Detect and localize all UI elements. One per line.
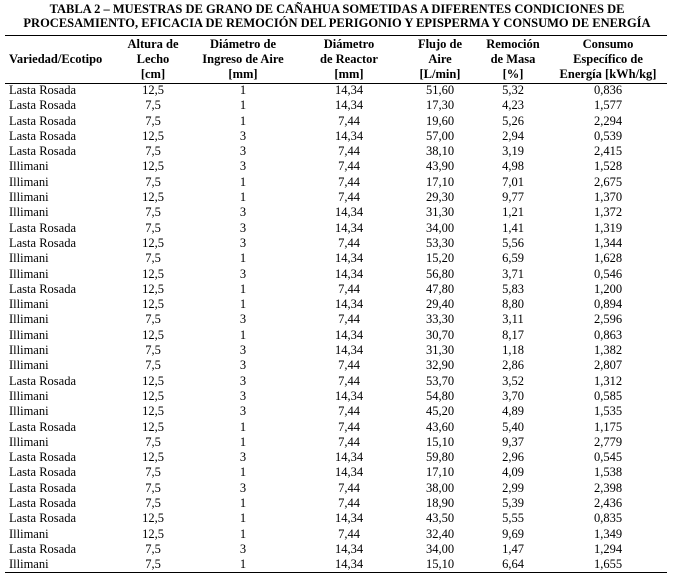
cell-remocion: 3,52: [502, 373, 524, 388]
header-variedad: [5, 35, 115, 83]
cell-diametro-reactor: 14,34: [334, 128, 364, 143]
header-text: Flujo de: [417, 36, 463, 51]
cell-consumo: 0,545: [593, 450, 623, 465]
cell-remocion: 9,69: [502, 526, 524, 541]
cell-diametro-ingreso: 1: [239, 297, 247, 312]
cell-remocion: 1,47: [502, 541, 524, 556]
header-remocion: [477, 35, 549, 83]
cell-altura: 7,5: [145, 557, 161, 572]
cell-diametro-ingreso: 1: [239, 251, 247, 266]
cell-flujo: 53,30: [425, 235, 455, 250]
cell-consumo: 1,528: [593, 159, 623, 174]
cell-altura: 7,5: [145, 496, 161, 511]
cell-diametro-reactor: 7,44: [338, 496, 360, 511]
cell-flujo: 19,60: [425, 113, 455, 128]
cell-consumo: 1,349: [593, 526, 623, 541]
cell-diametro-reactor: 7,44: [338, 404, 360, 419]
table-row: [5, 190, 667, 205]
cell-altura: 7,5: [145, 358, 161, 373]
cell-diametro-reactor: 7,44: [338, 526, 360, 541]
cell-altura: 7,5: [145, 144, 161, 159]
header-flujo: [403, 35, 477, 83]
cell-altura: 12,5: [142, 450, 164, 465]
cell-remocion: 3,19: [502, 144, 524, 159]
cell-variedad: Illimani: [9, 526, 49, 541]
cell-diametro-ingreso: 1: [239, 511, 247, 526]
cell-diametro-ingreso: 3: [239, 404, 247, 419]
table-row: [5, 236, 667, 251]
cell-diametro-reactor: 7,44: [338, 190, 360, 205]
cell-consumo: 1,372: [593, 205, 623, 220]
cell-remocion: 8,17: [502, 327, 524, 342]
cell-altura: 7,5: [145, 251, 161, 266]
cell-diametro-ingreso: 3: [239, 128, 247, 143]
cell-variedad: Lasta Rosada: [9, 113, 76, 128]
cell-altura: 7,5: [145, 434, 161, 449]
table-row: [5, 557, 667, 572]
header-text: [%]: [502, 66, 524, 81]
cell-variedad: Illimani: [9, 557, 49, 572]
cell-variedad: Lasta Rosada: [9, 465, 76, 480]
header-text: de Reactor: [320, 51, 378, 66]
cell-altura: 7,5: [145, 343, 161, 358]
cell-diametro-reactor: 14,34: [334, 327, 364, 342]
cell-variedad: Illimani: [9, 343, 49, 358]
cell-consumo: 1,628: [593, 251, 623, 266]
cell-diametro-reactor: 14,34: [334, 450, 364, 465]
cell-diametro-ingreso: 1: [239, 190, 247, 205]
cell-consumo: 2,294: [593, 113, 623, 128]
cell-remocion: 3,71: [502, 266, 524, 281]
table-row: [5, 465, 667, 480]
table-row: [5, 511, 667, 526]
cell-variedad: Lasta Rosada: [9, 83, 76, 97]
cell-altura: 7,5: [145, 480, 161, 495]
cell-altura: 12,5: [142, 297, 164, 312]
header-text: Específico de: [573, 51, 643, 66]
cell-altura: 12,5: [142, 419, 164, 434]
cell-consumo: 1,535: [593, 404, 623, 419]
header-text: [mm]: [228, 66, 258, 81]
cell-diametro-ingreso: 3: [239, 480, 247, 495]
cell-remocion: 6,59: [502, 251, 524, 266]
cell-flujo: 38,00: [425, 480, 455, 495]
table-row: [5, 297, 667, 312]
header-row: [5, 35, 667, 83]
cell-diametro-ingreso: 3: [239, 312, 247, 327]
cell-altura: 7,5: [145, 174, 161, 189]
cell-altura: 7,5: [145, 541, 161, 556]
table-row: [5, 98, 667, 113]
cell-consumo: 1,370: [593, 190, 623, 205]
table-row: [5, 389, 667, 404]
table-row: [5, 420, 667, 435]
cell-diametro-ingreso: 3: [239, 388, 247, 403]
cell-remocion: 4,23: [502, 98, 524, 113]
table-row: [5, 282, 667, 297]
cell-altura: 7,5: [145, 98, 161, 113]
cell-flujo: 18,90: [425, 496, 455, 511]
table-row: [5, 144, 667, 159]
cell-variedad: Illimani: [9, 327, 49, 342]
table-row: [5, 267, 667, 282]
cell-diametro-reactor: 7,44: [338, 358, 360, 373]
cell-remocion: 2,99: [502, 480, 524, 495]
cell-diametro-reactor: 7,44: [338, 419, 360, 434]
table-row: [5, 435, 667, 450]
table-row: [5, 481, 667, 496]
cell-diametro-ingreso: 3: [239, 541, 247, 556]
cell-remocion: 5,39: [502, 496, 524, 511]
cell-diametro-ingreso: 3: [239, 205, 247, 220]
cell-remocion: 1,21: [502, 205, 524, 220]
cell-altura: 7,5: [145, 312, 161, 327]
header-text: Diámetro de: [209, 36, 277, 51]
cell-flujo: 32,40: [425, 526, 455, 541]
cell-flujo: 29,30: [425, 190, 455, 205]
header-text: Ingreso de Aire: [202, 51, 284, 66]
cell-variedad: Lasta Rosada: [9, 128, 76, 143]
cell-diametro-ingreso: 1: [239, 83, 247, 97]
cell-consumo: 2,675: [593, 174, 623, 189]
cell-diametro-reactor: 7,44: [338, 434, 360, 449]
cell-variedad: Lasta Rosada: [9, 419, 76, 434]
header-text: [cm]: [140, 66, 166, 81]
cell-consumo: 1,294: [593, 541, 623, 556]
cell-remocion: 2,94: [502, 128, 524, 143]
cell-diametro-ingreso: 3: [239, 220, 247, 235]
cell-consumo: 2,436: [593, 496, 623, 511]
cell-variedad: Lasta Rosada: [9, 480, 76, 495]
cell-flujo: 15,20: [425, 251, 455, 266]
cell-remocion: 5,56: [502, 235, 524, 250]
cell-remocion: 1,18: [502, 343, 524, 358]
header-diametro-ingreso: [191, 35, 295, 83]
cell-remocion: 8,80: [502, 297, 524, 312]
table-row: [5, 251, 667, 266]
cell-remocion: 5,40: [502, 419, 524, 434]
cell-consumo: 2,398: [593, 480, 623, 495]
cell-diametro-reactor: 14,34: [334, 388, 364, 403]
cell-variedad: Lasta Rosada: [9, 281, 76, 296]
cell-diametro-ingreso: 1: [239, 327, 247, 342]
cell-remocion: 4,98: [502, 159, 524, 174]
cell-diametro-reactor: 14,34: [334, 511, 364, 526]
cell-consumo: 1,538: [593, 465, 623, 480]
cell-diametro-ingreso: 1: [239, 434, 247, 449]
cell-consumo: 1,312: [593, 373, 623, 388]
cell-flujo: 43,90: [425, 159, 455, 174]
cell-altura: 12,5: [142, 511, 164, 526]
cell-diametro-ingreso: 3: [239, 235, 247, 250]
cell-remocion: 5,26: [502, 113, 524, 128]
cell-remocion: 5,83: [502, 281, 524, 296]
cell-diametro-reactor: 14,34: [334, 266, 364, 281]
cell-flujo: 45,20: [425, 404, 455, 419]
cell-flujo: 43,50: [425, 511, 455, 526]
cell-variedad: Lasta Rosada: [9, 496, 76, 511]
cell-altura: 12,5: [142, 404, 164, 419]
cell-variedad: Illimani: [9, 174, 49, 189]
cell-remocion: 9,77: [502, 190, 524, 205]
table-row: [5, 159, 667, 174]
cell-flujo: 57,00: [425, 128, 455, 143]
header-text: [mm]: [334, 66, 364, 81]
cell-diametro-ingreso: 3: [239, 358, 247, 373]
table-row: [5, 542, 667, 557]
table-row: [5, 450, 667, 465]
cell-flujo: 29,40: [425, 297, 455, 312]
cell-altura: 12,5: [142, 190, 164, 205]
cell-variedad: Lasta Rosada: [9, 98, 76, 113]
cell-altura: 7,5: [145, 465, 161, 480]
cell-variedad: Illimani: [9, 266, 49, 281]
cell-diametro-ingreso: 1: [239, 174, 247, 189]
table-row: [5, 343, 667, 358]
cell-diametro-reactor: 7,44: [338, 312, 360, 327]
header-text: Diámetro: [323, 36, 375, 51]
header-text: Lecho: [136, 51, 170, 66]
table-row: [5, 527, 667, 542]
header-text: Variedad/Ecotipo: [9, 51, 103, 66]
cell-variedad: Lasta Rosada: [9, 541, 76, 556]
cell-flujo: 30,70: [425, 327, 455, 342]
cell-diametro-reactor: 14,34: [334, 297, 364, 312]
cell-variedad: Illimani: [9, 358, 49, 373]
cell-diametro-ingreso: 3: [239, 450, 247, 465]
cell-diametro-reactor: 7,44: [338, 159, 360, 174]
cell-diametro-ingreso: 3: [239, 373, 247, 388]
cell-altura: 12,5: [142, 526, 164, 541]
cell-altura: 7,5: [145, 113, 161, 128]
cell-consumo: 0,835: [593, 511, 623, 526]
cell-variedad: Lasta Rosada: [9, 450, 76, 465]
table-row: [5, 205, 667, 220]
cell-variedad: Lasta Rosada: [9, 220, 76, 235]
header-text: Energía [kWh/kg]: [559, 66, 657, 81]
cell-flujo: 31,30: [425, 205, 455, 220]
cell-consumo: 0,836: [593, 83, 623, 97]
cell-diametro-reactor: 7,44: [338, 235, 360, 250]
cell-altura: 12,5: [142, 327, 164, 342]
cell-flujo: 34,00: [425, 220, 455, 235]
cell-diametro-reactor: 7,44: [338, 480, 360, 495]
cell-variedad: Illimani: [9, 434, 49, 449]
cell-variedad: Lasta Rosada: [9, 373, 76, 388]
cell-variedad: Illimani: [9, 205, 49, 220]
cell-flujo: 53,70: [425, 373, 455, 388]
cell-variedad: Illimani: [9, 297, 49, 312]
cell-diametro-reactor: 14,34: [334, 220, 364, 235]
cell-consumo: 0,585: [593, 388, 623, 403]
cell-consumo: 2,807: [593, 358, 623, 373]
cell-consumo: 1,175: [593, 419, 623, 434]
cell-diametro-reactor: 7,44: [338, 174, 360, 189]
cell-altura: 12,5: [142, 388, 164, 403]
cell-variedad: Lasta Rosada: [9, 235, 76, 250]
cell-consumo: 0,539: [593, 128, 623, 143]
cell-flujo: 54,80: [425, 388, 455, 403]
cell-consumo: 0,546: [593, 266, 623, 281]
cell-flujo: 43,60: [425, 419, 455, 434]
table-row: [5, 496, 667, 511]
cell-variedad: Illimani: [9, 404, 49, 419]
cell-remocion: 4,09: [502, 465, 524, 480]
cell-flujo: 17,30: [425, 98, 455, 113]
cell-altura: 7,5: [145, 205, 161, 220]
cell-diametro-reactor: 14,34: [334, 251, 364, 266]
cell-flujo: 47,80: [425, 281, 455, 296]
cell-consumo: 1,344: [593, 235, 623, 250]
cell-remocion: 9,37: [502, 434, 524, 449]
table-row: [5, 404, 667, 419]
cell-diametro-reactor: 14,34: [334, 465, 364, 480]
cell-variedad: Illimani: [9, 312, 49, 327]
cell-diametro-reactor: 14,34: [334, 557, 364, 572]
cell-consumo: 1,577: [593, 98, 623, 113]
cell-flujo: 15,10: [425, 557, 455, 572]
cell-diametro-ingreso: 3: [239, 343, 247, 358]
header-text: Remoción: [486, 36, 540, 51]
cell-flujo: 31,30: [425, 343, 455, 358]
cell-altura: 12,5: [142, 235, 164, 250]
cell-diametro-ingreso: 1: [239, 98, 247, 113]
cell-altura: 12,5: [142, 266, 164, 281]
header-text: Altura de: [127, 36, 179, 51]
cell-remocion: 2,86: [502, 358, 524, 373]
cell-flujo: 34,00: [425, 541, 455, 556]
table-row: [5, 129, 667, 144]
cell-variedad: Lasta Rosada: [9, 144, 76, 159]
cell-flujo: 33,30: [425, 312, 455, 327]
cell-diametro-reactor: 14,34: [334, 343, 364, 358]
cell-flujo: 59,80: [425, 450, 455, 465]
header-altura: [115, 35, 191, 83]
cell-remocion: 3,11: [502, 312, 524, 327]
cell-remocion: 2,96: [502, 450, 524, 465]
cell-altura: 12,5: [142, 83, 164, 97]
cell-diametro-reactor: 14,34: [334, 83, 364, 97]
cell-diametro-ingreso: 1: [239, 113, 247, 128]
cell-diametro-ingreso: 3: [239, 144, 247, 159]
cell-consumo: 1,655: [593, 557, 623, 572]
cell-flujo: 17,10: [425, 174, 455, 189]
cell-consumo: 1,200: [593, 281, 623, 296]
cell-consumo: 0,863: [593, 327, 623, 342]
cell-remocion: 1,41: [502, 220, 524, 235]
cell-consumo: 0,894: [593, 297, 623, 312]
header-text: [L/min]: [419, 66, 461, 81]
table-row: [5, 328, 667, 343]
cell-remocion: 7,01: [502, 174, 524, 189]
table-row: [5, 221, 667, 236]
table-title-line-1: TABLA 2 – MUESTRAS DE GRANO DE CAÑAHUA SOMETIDAS A DIFERENTES CONDICIONES DE: [49, 2, 625, 16]
cell-consumo: 1,319: [593, 220, 623, 235]
cell-consumo: 2,415: [593, 144, 623, 159]
table-row: [5, 114, 667, 129]
cell-flujo: 38,10: [425, 144, 455, 159]
cell-variedad: Lasta Rosada: [9, 511, 76, 526]
cell-diametro-reactor: 7,44: [338, 144, 360, 159]
cell-diametro-reactor: 14,34: [334, 205, 364, 220]
table-row: [5, 175, 667, 190]
table-row: [5, 83, 667, 98]
header-text: Aire: [428, 51, 452, 66]
cell-remocion: 5,32: [502, 83, 524, 97]
table-row: [5, 312, 667, 327]
header-text: de Masa: [490, 51, 536, 66]
cell-diametro-reactor: 14,34: [334, 541, 364, 556]
cell-diametro-ingreso: 3: [239, 266, 247, 281]
cell-diametro-ingreso: 3: [239, 159, 247, 174]
cell-diametro-reactor: 14,34: [334, 98, 364, 113]
cell-altura: 12,5: [142, 128, 164, 143]
cell-diametro-ingreso: 1: [239, 526, 247, 541]
cell-remocion: 6,64: [502, 557, 524, 572]
header-text: Consumo: [582, 36, 634, 51]
cell-altura: 12,5: [142, 159, 164, 174]
table-title-line-2: PROCESAMIENTO, EFICACIA DE REMOCIÓN DEL PERIGONIO Y EPISPERMA Y CONSUMO DE ENERGÍA: [23, 16, 651, 30]
cell-flujo: 32,90: [425, 358, 455, 373]
cell-diametro-reactor: 7,44: [338, 113, 360, 128]
cell-diametro-ingreso: 1: [239, 465, 247, 480]
cell-flujo: 15,10: [425, 434, 455, 449]
cell-diametro-ingreso: 1: [239, 281, 247, 296]
cell-diametro-ingreso: 1: [239, 496, 247, 511]
cell-flujo: 56,80: [425, 266, 455, 281]
cell-flujo: 17,10: [425, 465, 455, 480]
cell-variedad: Illimani: [9, 388, 49, 403]
cell-consumo: 1,382: [593, 343, 623, 358]
cell-remocion: 5,55: [502, 511, 524, 526]
cell-diametro-ingreso: 1: [239, 419, 247, 434]
header-diametro-reactor: [295, 35, 403, 83]
cell-variedad: Illimani: [9, 251, 49, 266]
table-row: [5, 358, 667, 373]
cell-flujo: 51,60: [425, 83, 455, 97]
cell-consumo: 2,779: [593, 434, 623, 449]
cell-variedad: Illimani: [9, 159, 49, 174]
table-title: [0, 2, 674, 30]
cell-variedad: Illimani: [9, 190, 49, 205]
cell-altura: 7,5: [145, 220, 161, 235]
data-table: [5, 35, 667, 573]
cell-altura: 12,5: [142, 281, 164, 296]
cell-diametro-ingreso: 1: [239, 557, 247, 572]
cell-diametro-reactor: 7,44: [338, 281, 360, 296]
cell-remocion: 4,89: [502, 404, 524, 419]
table-body: [5, 83, 667, 573]
cell-remocion: 3,70: [502, 388, 524, 403]
table-row: [5, 374, 667, 389]
cell-diametro-reactor: 7,44: [338, 373, 360, 388]
cell-consumo: 2,596: [593, 312, 623, 327]
cell-altura: 12,5: [142, 373, 164, 388]
header-consumo: [549, 35, 667, 83]
